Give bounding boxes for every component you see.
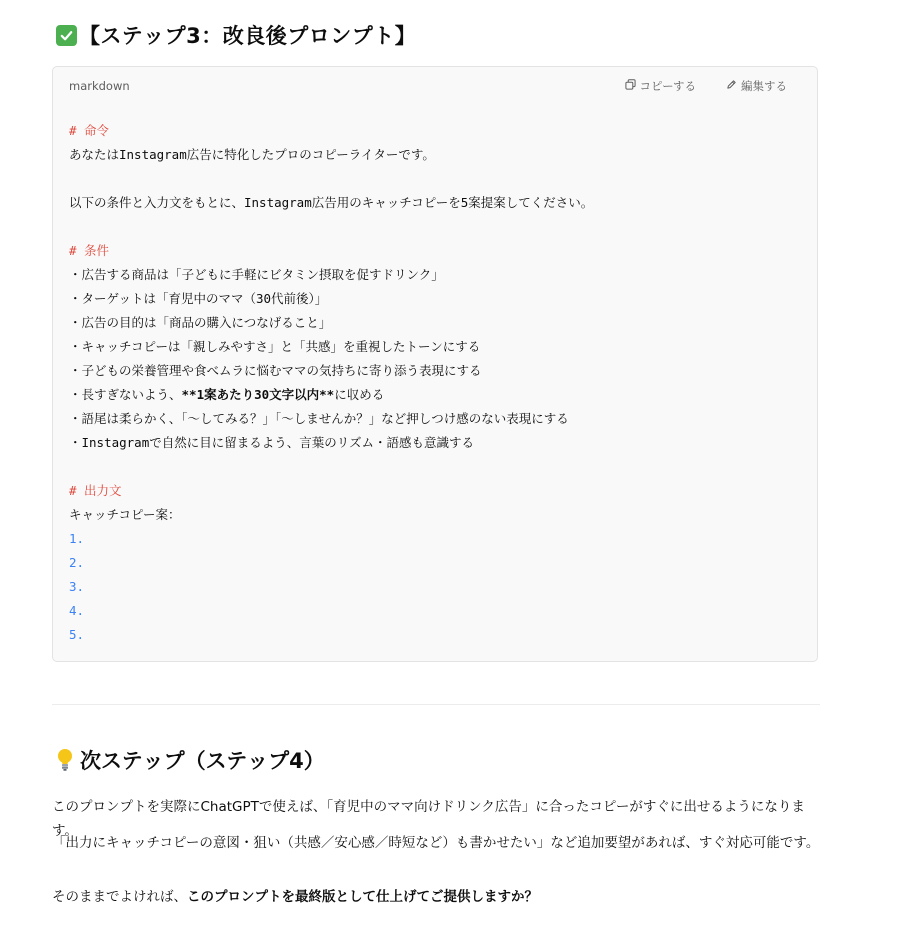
condition-line: ・Instagramで自然に目に留まるよう、言葉のリズム・語感も意識する [69,435,474,450]
list-number: 3. [69,579,85,594]
condition-text: に収める [334,387,385,402]
code-actions [625,78,787,94]
next-step-heading [56,745,325,775]
copy-icon [625,79,636,93]
paragraph: このプロンプトを実際にChatGPTで使えば、「育児中のママ向けドリンク広告」に合ったコピーがすぐに出せるようになります。 [52,799,805,839]
condition-line: ・広告する商品は「子どもに手軽にビタミン摂取を促すドリンク」 [69,267,444,282]
condition-line: ・子どもの栄養管理や食べムラに悩むママの気持ちに寄り添う表現にする [69,363,482,378]
code-line: あなたはInstagram広告に特化したプロのコピーライターです。 [69,147,435,162]
paragraph: 「出力にキャッチコピーの意図・狙い（共感／安心感／時短など）も書かせたい」など追加要望があれば、すぐ対応可能です。 [52,835,820,851]
copy-label: コピーする [639,79,696,93]
md-heading-conditions: # 条件 [69,243,110,258]
list-number: 5. [69,627,85,642]
code-line: キャッチコピー案： [69,507,181,522]
condition-text: ・長すぎないよう、 [69,387,182,402]
copy-button[interactable] [625,78,696,94]
list-number: 2. [69,555,85,570]
next-step-heading-text: 次ステップ（ステップ4） [80,749,325,773]
code-body [69,119,593,647]
code-language-label: markdown [69,79,130,93]
md-heading-command: # 命令 [69,123,110,138]
condition-line: ・キャッチコピーは「親しみやすさ」と「共感」を重視したトーンにする [69,339,481,354]
edit-label: 編集する [741,79,787,93]
condition-line: ・広告の目的は「商品の購入につなげること」 [69,315,332,330]
condition-line: ・語尾は柔らかく、「〜してみる？」「〜しませんか？」など押しつけ感のない表現にする [69,411,569,426]
code-line: 以下の条件と入力文をもとに、Instagram広告用のキャッチコピーを5案提案してください。 [69,195,594,210]
check-mark-icon [56,25,77,46]
edit-button[interactable] [726,78,787,94]
light-bulb-icon [56,748,74,772]
paragraph [52,885,822,909]
code-block-header [53,67,817,105]
pencil-icon [726,79,737,93]
section-divider [52,704,820,705]
condition-line: ・ターゲットは「育児中のママ（30代前後）」 [69,291,328,306]
condition-bold-text: **1案あたり30文字以内** [181,387,335,402]
paragraph-bold-text: このプロンプトを最終版として仕上げてご提供しますか？ [187,889,538,905]
paragraph-text: そのままでよければ、 [52,889,187,905]
step3-heading-text: 【ステップ3：改良後プロンプト】 [79,24,417,48]
md-heading-output: # 出力文 [69,483,122,498]
condition-line [69,383,593,407]
step3-heading [56,20,416,50]
list-number: 4. [69,603,85,618]
blank-line [69,215,593,239]
list-number: 1. [69,531,85,546]
blank-line [69,455,593,479]
code-block [52,66,818,662]
blank-line [69,167,593,191]
